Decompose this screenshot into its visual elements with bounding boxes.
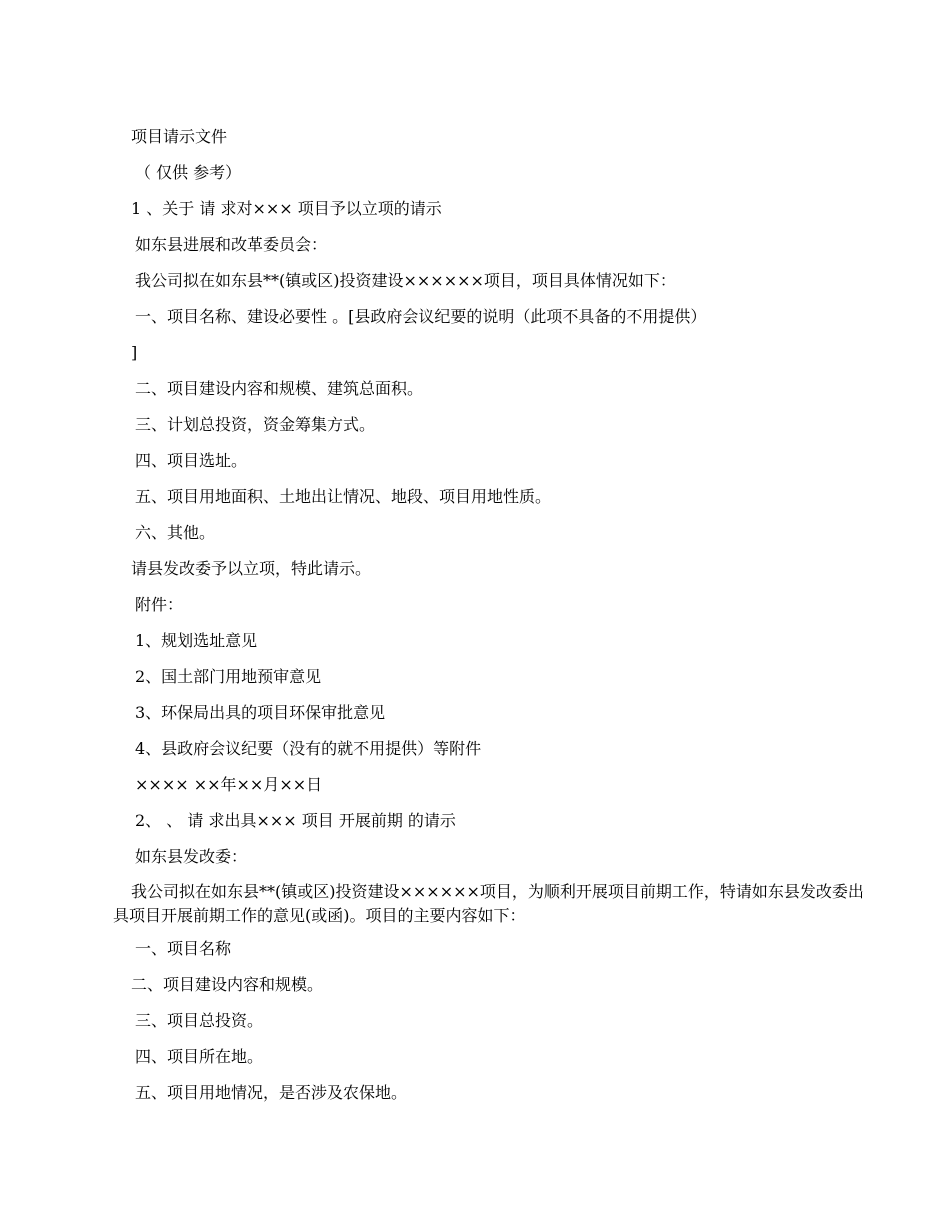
addressee-2: 如东县发改委： xyxy=(135,847,248,866)
body-paragraph: 我公司拟在如东县**(镇或区)投资建设××××××项目，为顺利开展项目前期工作，特请如东县发改委出具项目开展前期工作的意见(或函)。项目的主要内容如下： xyxy=(113,882,864,925)
attachment-item: 4、县政府会议纪要（没有的就不用提供）等附件 xyxy=(135,739,482,758)
list-item: 四、项目所在地。 xyxy=(135,1047,264,1066)
list-item-continuation: ] xyxy=(131,343,138,362)
list-item: 二、项目建设内容和规模。 xyxy=(131,975,324,994)
date-line: ×××× ××年××月××日 xyxy=(135,775,323,794)
list-item: 一、项目名称 xyxy=(135,939,232,958)
list-item: 三、项目总投资。 xyxy=(135,1011,264,1030)
closing-line: 请县发改委予以立项，特此请示。 xyxy=(131,559,372,578)
list-item: 三、计划总投资，资金筹集方式。 xyxy=(135,415,376,434)
section-heading-2: 2、 、 请 求出具××× 项目 开展前期 的请示 xyxy=(135,811,456,830)
list-item: 六、其他。 xyxy=(135,523,216,542)
attachments-heading: 附件： xyxy=(135,595,184,614)
section-heading-1: 1 、关于 请 求对××× 项目予以立项的请示 xyxy=(131,199,442,218)
list-item: 一、项目名称、建设必要性 。[县政府会议纪要的说明（此项不具备的不用提供） xyxy=(135,307,707,326)
doc-title: 项目请示文件 xyxy=(131,127,228,146)
list-item: 五、项目用地情况，是否涉及农保地。 xyxy=(135,1083,408,1102)
doc-note: （ 仅供 参考） xyxy=(135,163,242,182)
list-item: 五、项目用地面积、土地出让情况、地段、项目用地性质。 xyxy=(135,487,552,506)
list-item: 二、项目建设内容和规模、建筑总面积。 xyxy=(135,379,424,398)
attachment-item: 2、国土部门用地预审意见 xyxy=(135,667,322,686)
body-line: 我公司拟在如东县**(镇或区)投资建设××××××项目，项目具体情况如下： xyxy=(135,271,676,290)
list-item: 四、项目选址。 xyxy=(135,451,248,470)
addressee-1: 如东县进展和改革委员会： xyxy=(135,235,328,254)
attachment-item: 1、规划选址意见 xyxy=(135,631,258,650)
attachment-item: 3、环保局出具的项目环保审批意见 xyxy=(135,703,386,722)
